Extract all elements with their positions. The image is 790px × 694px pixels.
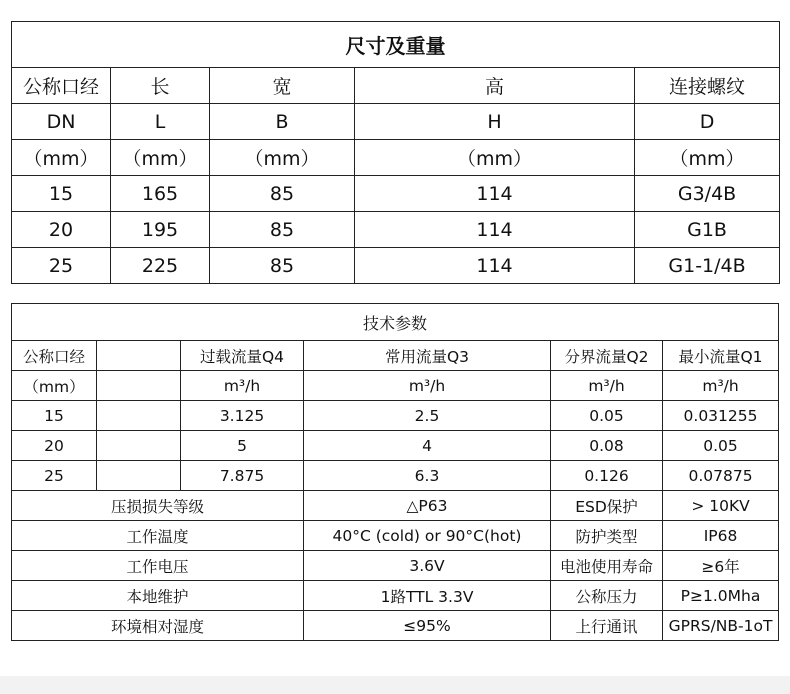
unit-row <box>12 140 780 176</box>
column-unit: m³/h <box>181 371 304 401</box>
table-cell: 114 <box>355 176 635 212</box>
table-cell: 3.125 <box>181 401 304 431</box>
table-cell: 20 <box>12 212 111 248</box>
column-unit: （mm） <box>12 371 97 401</box>
header-row <box>12 68 780 104</box>
table-cell: 85 <box>210 176 355 212</box>
column-header: 公称口经 <box>12 341 97 371</box>
spec-row <box>12 581 779 611</box>
table-cell: 0.07875 <box>663 461 779 491</box>
column-unit: m³/h <box>304 371 551 401</box>
column-header: 分界流量Q2 <box>551 341 663 371</box>
column-header: 连接螺纹 <box>635 68 780 104</box>
table-cell: 0.031255 <box>663 401 779 431</box>
spec-value: ≤95% <box>304 611 551 641</box>
table-cell: 15 <box>12 401 97 431</box>
spec-value: △P63 <box>304 491 551 521</box>
column-header: 公称口经 <box>12 68 111 104</box>
table-cell: 4 <box>304 431 551 461</box>
table-cell: G1B <box>635 212 780 248</box>
spec-value: 3.6V <box>304 551 551 581</box>
unit-row <box>12 371 779 401</box>
column-symbol: H <box>355 104 635 140</box>
column-header: 常用流量Q3 <box>304 341 551 371</box>
table-cell: 5 <box>181 431 304 461</box>
column-unit <box>97 371 181 401</box>
spec-label: 工作电压 <box>12 551 304 581</box>
table-cell: 225 <box>111 248 210 284</box>
table-cell <box>97 401 181 431</box>
table-cell: G3/4B <box>635 176 780 212</box>
column-unit: （mm） <box>111 140 210 176</box>
table-row <box>12 401 779 431</box>
spec-value: > 10KV <box>663 491 779 521</box>
page-bottom-band <box>0 676 790 694</box>
table-row <box>12 176 780 212</box>
column-unit: （mm） <box>635 140 780 176</box>
column-symbol: L <box>111 104 210 140</box>
spec-row <box>12 521 779 551</box>
column-header: 宽 <box>210 68 355 104</box>
spec-value: P≥1.0Mha <box>663 581 779 611</box>
header-row <box>12 341 779 371</box>
column-unit: m³/h <box>663 371 779 401</box>
table-cell: 0.126 <box>551 461 663 491</box>
table-cell: 6.3 <box>304 461 551 491</box>
spec-value: IP68 <box>663 521 779 551</box>
spec-value: 40°C (cold) or 90°C(hot) <box>304 521 551 551</box>
spec-label: ESD保护 <box>551 491 663 521</box>
table-cell <box>97 461 181 491</box>
technical-parameters-table <box>11 303 779 641</box>
table-title: 技术参数 <box>12 304 779 341</box>
column-symbol: D <box>635 104 780 140</box>
table-cell: 2.5 <box>304 401 551 431</box>
table-cell: 0.05 <box>663 431 779 461</box>
spec-label: 本地维护 <box>12 581 304 611</box>
spec-label: 上行通讯 <box>551 611 663 641</box>
table-cell: 165 <box>111 176 210 212</box>
dimensions-table <box>11 21 780 284</box>
spec-label: 电池使用寿命 <box>551 551 663 581</box>
column-unit: （mm） <box>355 140 635 176</box>
table-title: 尺寸及重量 <box>12 22 780 68</box>
table-row <box>12 248 780 284</box>
table-row <box>12 461 779 491</box>
table-cell: 25 <box>12 248 111 284</box>
table-cell: 195 <box>111 212 210 248</box>
table-title-row <box>12 22 780 68</box>
spec-label: 工作温度 <box>12 521 304 551</box>
table-cell: 114 <box>355 248 635 284</box>
table-cell <box>97 431 181 461</box>
spec-row <box>12 491 779 521</box>
spec-row <box>12 551 779 581</box>
column-unit: （mm） <box>12 140 111 176</box>
table-cell: 114 <box>355 212 635 248</box>
table-cell: 85 <box>210 212 355 248</box>
column-symbol: DN <box>12 104 111 140</box>
table-cell: 0.08 <box>551 431 663 461</box>
spec-value: ≥6年 <box>663 551 779 581</box>
spec-label: 环境相对湿度 <box>12 611 304 641</box>
table-cell: 25 <box>12 461 97 491</box>
table-cell: 7.875 <box>181 461 304 491</box>
column-unit: m³/h <box>551 371 663 401</box>
table-title-row <box>12 304 779 341</box>
spec-label: 公称压力 <box>551 581 663 611</box>
table-cell: G1-1/4B <box>635 248 780 284</box>
symbol-row <box>12 104 780 140</box>
table-cell: 20 <box>12 431 97 461</box>
column-header: 过载流量Q4 <box>181 341 304 371</box>
column-symbol: B <box>210 104 355 140</box>
spec-value: 1路TTL 3.3V <box>304 581 551 611</box>
column-header: 最小流量Q1 <box>663 341 779 371</box>
table-row <box>12 212 780 248</box>
table-cell: 0.05 <box>551 401 663 431</box>
column-header: 高 <box>355 68 635 104</box>
spec-value: GPRS/NB-1oT <box>663 611 779 641</box>
column-header <box>97 341 181 371</box>
table-cell: 15 <box>12 176 111 212</box>
table-cell: 85 <box>210 248 355 284</box>
column-unit: （mm） <box>210 140 355 176</box>
spec-row <box>12 611 779 641</box>
spec-label: 防护类型 <box>551 521 663 551</box>
spec-label: 压损损失等级 <box>12 491 304 521</box>
table-row <box>12 431 779 461</box>
column-header: 长 <box>111 68 210 104</box>
